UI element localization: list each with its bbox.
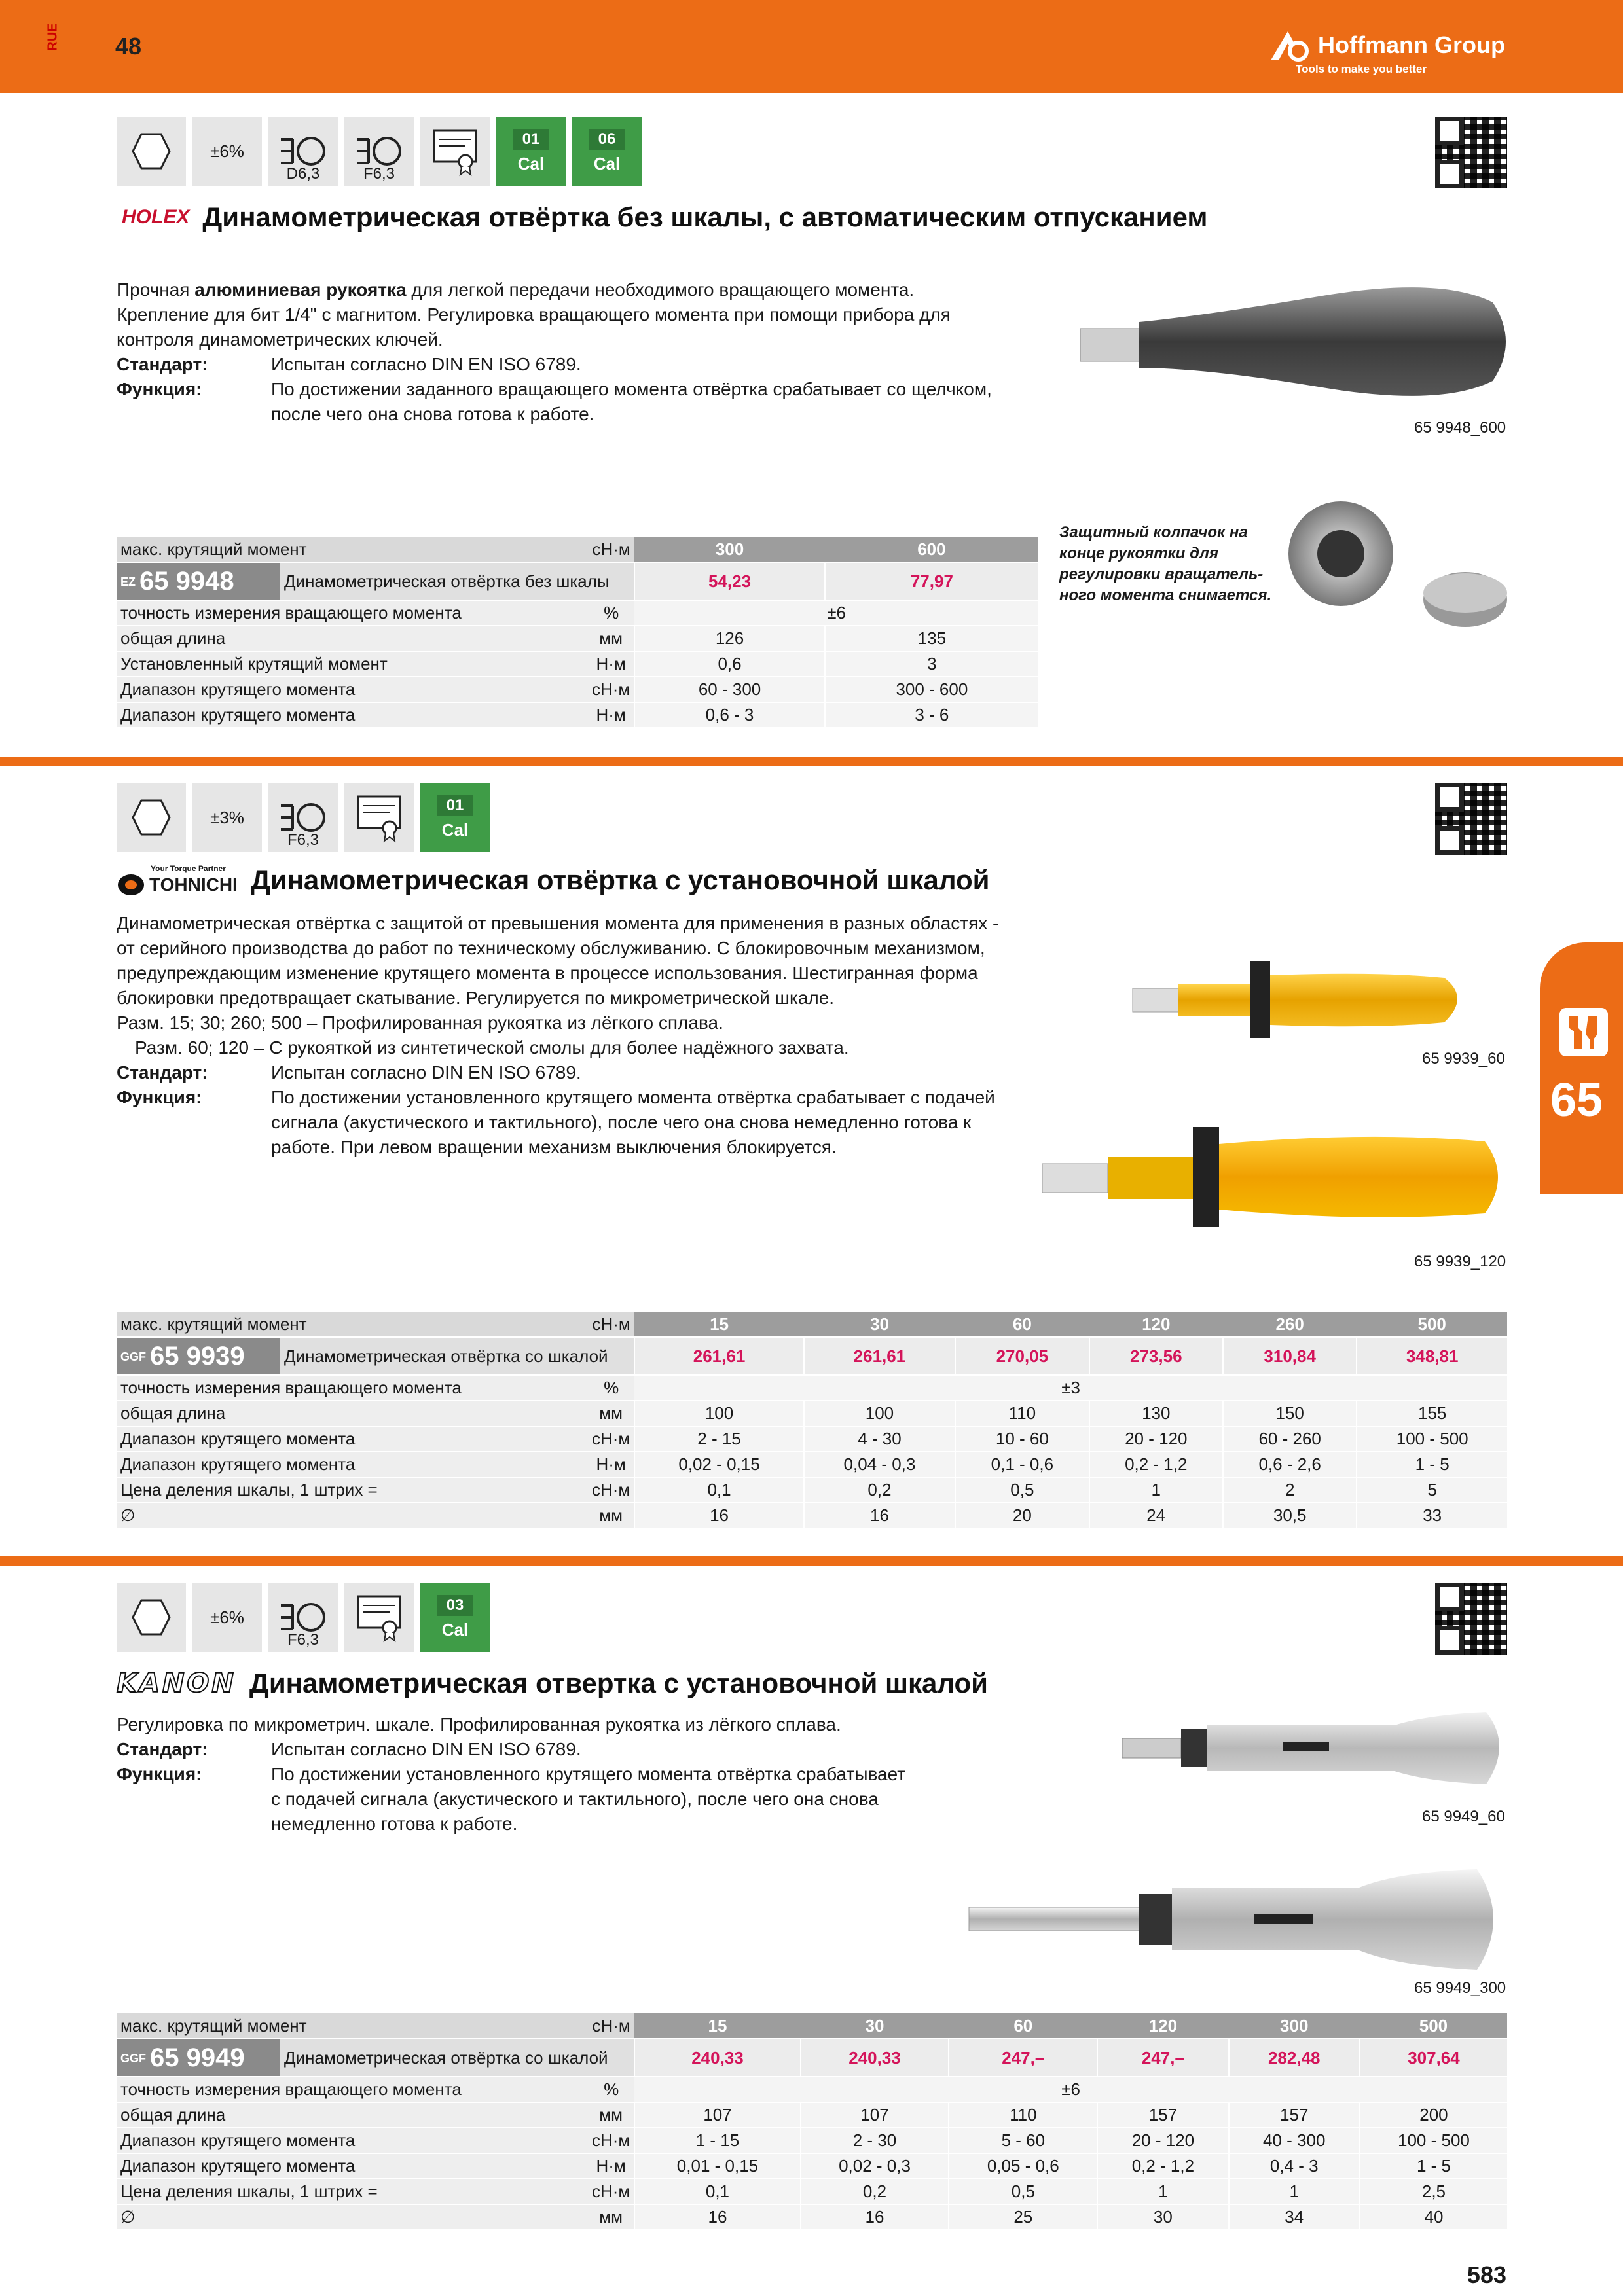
row-value: 20 - 120 [1097,2128,1228,2153]
row-value: 0,6 [634,651,824,677]
page-number-top: 48 [115,33,142,60]
row-value: 34 [1229,2204,1360,2230]
brand-name: TOHNICHI [149,874,238,895]
column-header: 260 [1223,1312,1357,1337]
row-value: 33 [1357,1503,1507,1528]
row-unit: мм [588,1401,634,1426]
drive-f-label: F6,3 [287,1631,319,1649]
brand-logo [1268,29,1505,62]
desc-line: Динамометрическая отвёртка с защитой от превышения момента для применения в разных областях - [117,913,999,933]
desc-line: Крепление для бит 1/4" с магнитом. Регулировка вращающего момента при помощи прибора для [117,304,951,325]
desc-line: Регулировка по микрометрич. шкале. Профилированная рукоятка из лёгкого сплава. [117,1714,841,1734]
row-unit: Н·м [588,651,634,677]
note-line: Защитный колпачок на [1059,524,1248,541]
price: 240,33 [801,2039,949,2077]
cal-label: Cal [441,819,469,840]
image-caption: 65 9939_120 [1414,1253,1506,1270]
function-line: немедленно готова к работе. [271,1814,518,1834]
row-unit: cН·м [588,1426,634,1452]
description-1 [117,278,1059,427]
product-image-kanon-60 [1120,1706,1512,1791]
hex-bit-icon [117,117,186,186]
row-value: 1 - 15 [634,2128,800,2153]
row-label: Диапазон крутящего момента [117,1426,588,1452]
row-value: 0,1 - 0,6 [955,1452,1089,1477]
row-value: 40 - 300 [1229,2128,1360,2153]
row-value: 0,5 [949,2179,1097,2204]
header-label: макс. крутящий момент [117,537,588,562]
standard-value: Испытан согласно DIN EN ISO 6789. [271,1062,581,1083]
row-value: ±3 [634,1375,1507,1401]
price: 247,– [1097,2039,1228,2077]
certificate-icon [344,1583,414,1652]
qr-code-1[interactable] [1435,117,1507,188]
tolerance-badge: ±6% [192,117,262,186]
calibration-badge-03 [420,1583,490,1652]
wrench-screwdriver-icon [1559,1008,1608,1056]
qr-code-2[interactable] [1435,783,1507,855]
article-prefix: GGF [120,1350,146,1364]
certificate-icon [420,117,490,186]
row-value: 0,2 - 1,2 [1097,2153,1228,2179]
row-value: 16 [634,2204,800,2230]
note-line: ного момента снимается. [1059,586,1272,604]
function-label: Функция: [117,379,202,399]
row-value: 135 [825,626,1038,651]
section-divider [0,757,1623,766]
row-label: Установленный крутящий момент [117,651,588,677]
row-value: 1 [1089,1477,1223,1503]
cal-label: Cal [593,153,621,173]
row-label: точность измерения вращающего момента [117,2077,588,2102]
row-value: 155 [1357,1401,1507,1426]
column-header: 15 [634,1312,803,1337]
row-value: 4 - 30 [804,1426,955,1452]
column-header: 30 [804,1312,955,1337]
tolerance-badge: ±3% [192,783,262,852]
row-unit: Н·м [588,2153,634,2179]
row-unit: мм [588,626,634,651]
function-line: По достижении установленного крутящего момента отвёртка срабатывает [271,1764,906,1784]
title-row-1 [122,202,1207,233]
column-header: 300 [634,537,824,562]
row-label: Цена деления шкалы, 1 штрих = [117,1477,588,1503]
column-header: 60 [955,1312,1089,1337]
row-value: 16 [801,2204,949,2230]
row-value: 107 [801,2102,949,2128]
row-unit: cН·м [588,1477,634,1503]
title-row-2 [117,864,989,897]
image-caption: 65 9949_300 [1414,1979,1506,1997]
row-value: 110 [955,1401,1089,1426]
desc-bold: алюминиевая рукоятка [194,279,407,300]
row-value: 0,1 [634,2179,800,2204]
row-value: 5 - 60 [949,2128,1097,2153]
price: 261,61 [634,1337,803,1375]
note-line: регулировки вращатель- [1059,565,1264,583]
row-label: Диапазон крутящего момента [117,1452,588,1477]
cap-note [1059,522,1271,606]
price: 247,– [949,2039,1097,2077]
header-unit: cН·м [588,537,634,562]
column-header: 500 [1357,1312,1507,1337]
function-line: По достижении заданного вращающего момента отвёртка срабатывает со щелчком, [271,379,992,399]
function-line: с подачей сигнала (акустического и тактильного), после чего она снова [271,1789,879,1809]
function-label: Функция: [117,1764,202,1784]
column-header: 120 [1097,2013,1228,2039]
image-caption: 65 9949_60 [1422,1808,1505,1825]
column-header: 30 [801,2013,949,2039]
row-unit: мм [588,1503,634,1528]
feature-icons-3 [117,1583,490,1652]
row-value: 0,6 - 3 [634,702,824,728]
kanon-brand-logo: KANON [117,1668,236,1698]
hoffmann-logo-icon [1268,29,1310,62]
row-value: 0,2 [801,2179,949,2204]
drive-d-icon [268,117,338,186]
row-unit: мм [588,2204,634,2230]
row-value: 16 [634,1503,803,1528]
description-2 [117,911,1059,1160]
row-value: 0,2 - 1,2 [1089,1452,1223,1477]
cal-code: 01 [513,129,549,150]
page-number-bottom: 583 [1467,2261,1506,2288]
row-value: 0,01 - 0,15 [634,2153,800,2179]
row-value: 30 [1097,2204,1228,2230]
price: 273,56 [1089,1337,1223,1375]
product-image-tohnichi-60 [1130,952,1470,1043]
price: 77,97 [825,562,1038,600]
row-label: общая длина [117,2102,588,2128]
article-code: 65 9939 [150,1341,245,1371]
row-value: 40 [1360,2204,1507,2230]
row-value: 3 - 6 [825,702,1038,728]
row-unit: % [588,1375,634,1401]
product-title-1: Динамометрическая отвёртка без шкалы, с автоматическим отпусканием [202,202,1208,232]
language-code: RUE [45,23,60,51]
feature-icons-1 [117,117,642,186]
desc-line: Разм. 15; 30; 260; 500 – Профилированная рукоятка из лёгкого сплава. [117,1013,723,1033]
price: 54,23 [634,562,824,600]
function-line: сигнала (акустического и тактильного), после чего она снова немедленно готова к [271,1112,972,1132]
row-value: 1 [1229,2179,1360,2204]
desc-line: Разм. 60; 120 – С рукояткой из синтетической смолы для более надёжного захвата. [135,1037,849,1058]
tohnichi-brand-logo [117,864,238,897]
description-3 [117,1712,968,1837]
header-unit: cН·м [588,1312,634,1337]
product-title-2: Динамометрическая отвёртка с установочной шкалой [250,865,990,895]
row-value: 2 - 30 [801,2128,949,2153]
row-label: ∅ [117,1503,588,1528]
brand-name: Hoffmann Group [1318,31,1505,58]
price: 240,33 [634,2039,800,2077]
standard-value: Испытан согласно DIN EN ISO 6789. [271,1739,581,1759]
function-label: Функция: [117,1087,202,1107]
function-line: работе. При левом вращении механизм выключения блокируется. [271,1137,837,1157]
article-number [117,562,280,600]
tohnichi-logo-icon [117,873,145,897]
header-unit: cН·м [588,2013,634,2039]
hex-bit-icon [117,1583,186,1652]
row-unit: Н·м [588,1452,634,1477]
calibration-badge-01 [496,117,566,186]
row-value: 1 - 5 [1357,1452,1507,1477]
product-image-kanon-300 [966,1864,1510,1975]
price: 270,05 [955,1337,1089,1375]
row-unit: cН·м [588,2179,634,2204]
row-value: 0,5 [955,1477,1089,1503]
product-title-3: Динамометрическая отвертка с установочной шкалой [249,1668,988,1698]
calibration-badge-01 [420,783,490,852]
cal-code: 03 [437,1595,473,1616]
price: 307,64 [1360,2039,1507,2077]
spec-table-3 [117,2013,1507,2231]
article-name: Динамометрическая отвёртка со шкалой [280,2039,634,2077]
row-label: Цена деления шкалы, 1 штрих = [117,2179,588,2204]
article-number [117,1337,280,1375]
standard-value: Испытан согласно DIN EN ISO 6789. [271,354,581,374]
row-label: Диапазон крутящего момента [117,677,588,702]
row-value: 2,5 [1360,2179,1507,2204]
drive-f-icon [344,117,414,186]
row-label: Диапазон крутящего момента [117,2153,588,2179]
desc-line: блокировки предотвращает скатывание. Регулируется по микрометрической шкале. [117,988,835,1008]
row-value: 0,2 [804,1477,955,1503]
calibration-badge-06 [572,117,642,186]
row-value: 30,5 [1223,1503,1357,1528]
spec-table-1 [117,537,1038,728]
column-header: 500 [1360,2013,1507,2039]
row-value: 24 [1089,1503,1223,1528]
cal-code: 06 [589,129,625,150]
row-value: 0,6 - 2,6 [1223,1452,1357,1477]
row-value: ±6 [634,600,1038,626]
drive-d-label: D6,3 [286,165,320,183]
price: 348,81 [1357,1337,1507,1375]
header-label: макс. крутящий момент [117,2013,588,2039]
row-value: 150 [1223,1401,1357,1426]
drive-f-label: F6,3 [363,165,395,183]
price: 282,48 [1229,2039,1360,2077]
header-label: макс. крутящий момент [117,1312,588,1337]
spec-table-2 [117,1312,1507,1529]
row-label: точность измерения вращающего момента [117,600,588,626]
standard-label: Стандарт: [117,1062,208,1083]
row-value: ±6 [634,2077,1507,2102]
row-label: ∅ [117,2204,588,2230]
row-value: 60 - 300 [634,677,824,702]
row-value: 157 [1229,2102,1360,2128]
row-value: 0,02 - 0,15 [634,1452,803,1477]
column-header: 15 [634,2013,800,2039]
row-unit: мм [588,2102,634,2128]
row-label: Диапазон крутящего момента [117,702,588,728]
row-value: 60 - 260 [1223,1426,1357,1452]
row-value: 157 [1097,2102,1228,2128]
row-label: общая длина [117,1401,588,1426]
row-value: 25 [949,2204,1097,2230]
column-header: 300 [1229,2013,1360,2039]
row-value: 100 [634,1401,803,1426]
row-value: 3 [825,651,1038,677]
hex-bit-icon [117,783,186,852]
row-value: 100 [804,1401,955,1426]
drive-f-label: F6,3 [287,831,319,849]
desc-line: предупреждающим изменение крутящего момента в процессе использования. Шестигранная форма [117,963,978,983]
desc-line: от серийного производства до работ по техническому обслуживанию. С блокировочным механизмом, [117,938,985,958]
row-unit: % [588,600,634,626]
article-number [117,2039,280,2077]
product-image-holex [1074,270,1512,414]
product-image-tohnichi-120 [1040,1118,1511,1236]
tolerance-badge: ±6% [192,1583,262,1652]
row-value: 0,04 - 0,3 [804,1452,955,1477]
row-value: 20 [955,1503,1089,1528]
row-value: 100 - 500 [1360,2128,1507,2153]
column-header: 600 [825,537,1038,562]
row-value: 130 [1089,1401,1223,1426]
row-value: 110 [949,2102,1097,2128]
row-label: точность измерения вращающего момента [117,1375,588,1401]
brand-tagline: Your Torque Partner [151,864,226,873]
desc-text: для легкой передачи необходимого вращающего момента. [406,279,915,300]
article-prefix: EZ [120,575,136,589]
column-header: 120 [1089,1312,1223,1337]
desc-line: контроля динамометрических ключей. [117,329,443,350]
row-value: 0,4 - 3 [1229,2153,1360,2179]
qr-code-3[interactable] [1435,1583,1507,1655]
brand-tagline: Tools to make you better [1296,63,1427,75]
row-unit: % [588,2077,634,2102]
article-name: Динамометрическая отвёртка без шкалы [280,562,634,600]
header-bar [0,0,1623,93]
row-value: 10 - 60 [955,1426,1089,1452]
image-caption: 65 9948_600 [1414,419,1506,437]
row-value: 107 [634,2102,800,2128]
standard-label: Стандарт: [117,354,208,374]
image-caption: 65 9939_60 [1422,1050,1505,1067]
row-value: 2 - 15 [634,1426,803,1452]
article-code: 65 9949 [150,2043,245,2072]
row-unit: cН·м [588,677,634,702]
function-line: после чего она снова готова к работе. [271,404,594,424]
drive-f-icon [268,783,338,852]
row-value: 16 [804,1503,955,1528]
section-divider [0,1556,1623,1566]
standard-label: Стандарт: [117,1739,208,1759]
row-value: 1 [1097,2179,1228,2204]
drive-f-icon [268,1583,338,1652]
row-value: 2 [1223,1477,1357,1503]
row-label: общая длина [117,626,588,651]
feature-icons-2 [117,783,490,852]
cal-code: 01 [437,795,473,816]
certificate-icon [344,783,414,852]
price: 261,61 [804,1337,955,1375]
cal-label: Cal [441,1619,469,1640]
row-label: Диапазон крутящего момента [117,2128,588,2153]
title-row-3 [117,1668,988,1699]
row-value: 5 [1357,1477,1507,1503]
function-line: По достижении установленного крутящего момента отвёртка срабатывает с подачей [271,1087,995,1107]
article-prefix: GGF [120,2052,146,2066]
article-name: Динамометрическая отвёртка со шкалой [280,1337,634,1375]
row-unit: cН·м [588,2128,634,2153]
row-value: 100 - 500 [1357,1426,1507,1452]
section-number: 65 [1550,1074,1603,1126]
holex-brand-logo: HOLEX [122,206,190,228]
desc-text: Прочная [117,279,195,300]
row-value: 300 - 600 [825,677,1038,702]
row-value: 1 - 5 [1360,2153,1507,2179]
row-value: 200 [1360,2102,1507,2128]
price: 310,84 [1223,1337,1357,1375]
row-value: 0,1 [634,1477,803,1503]
row-unit: Н·м [588,702,634,728]
row-value: 0,05 - 0,6 [949,2153,1097,2179]
row-value: 20 - 120 [1089,1426,1223,1452]
cal-label: Cal [517,153,545,173]
row-value: 126 [634,626,824,651]
section-tab[interactable] [1540,942,1623,1194]
column-header: 60 [949,2013,1097,2039]
product-image-cap [1275,495,1524,639]
article-code: 65 9948 [139,566,234,596]
note-line: конце рукоятки для [1059,545,1218,562]
row-value: 0,02 - 0,3 [801,2153,949,2179]
